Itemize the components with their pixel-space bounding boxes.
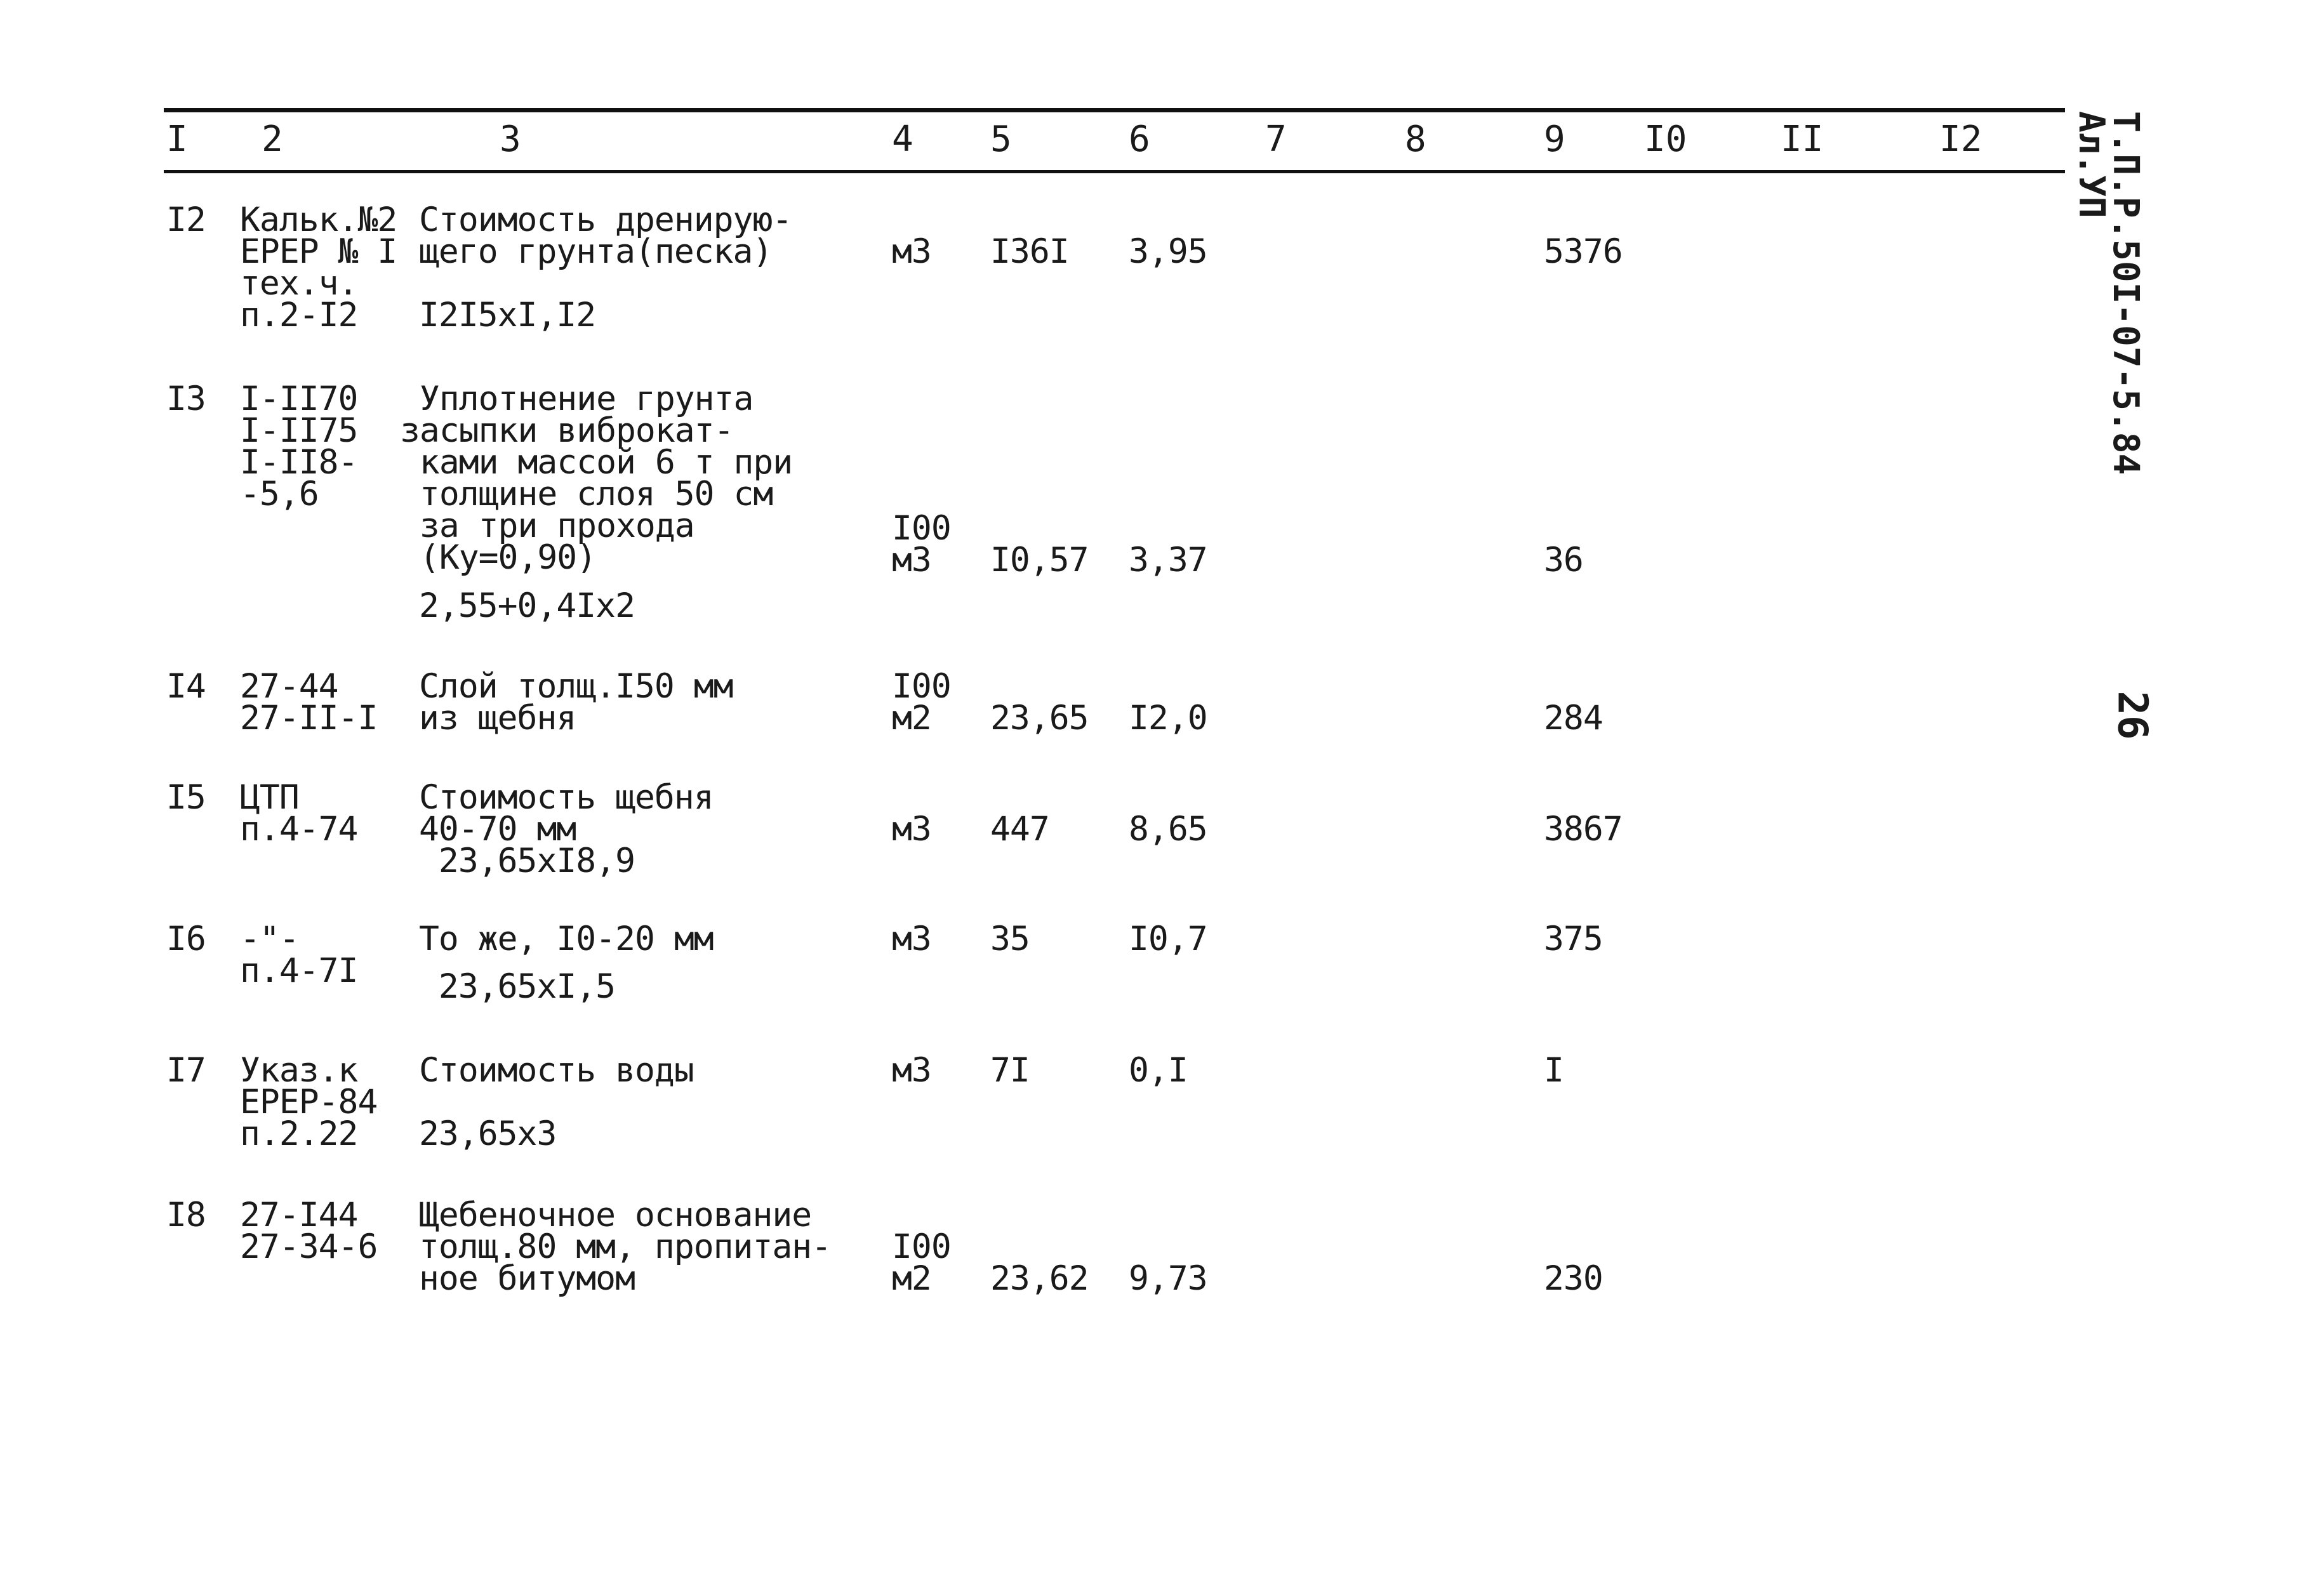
row-total: I [1544, 1051, 1564, 1090]
column-header-9: 9 [1544, 119, 1565, 160]
column-header-4: 4 [892, 119, 913, 160]
column-header-10: I0 [1644, 119, 1687, 160]
row-code: Кальк.№2 ЕРЕР № I тех.ч. п.2-I2 [240, 201, 397, 334]
row-code: I-II70 I-II75 I-II8- -5,6 [240, 380, 358, 513]
row-description: Щебеночное основание толщ.80 мм, пропитан- ное битумом [419, 1196, 832, 1298]
row-description: Слой толщ.I50 мм из щебня [419, 667, 733, 737]
row-total: 5376 [1544, 232, 1623, 271]
document-code [2071, 111, 2146, 475]
row-formula: I2I5xI,I2 [419, 296, 596, 334]
row-number: I2 [166, 201, 206, 239]
row-formula: 23,65x3 [419, 1114, 557, 1153]
row-unit: I00 м2 [892, 1227, 951, 1298]
row-quantity: I36I [990, 232, 1069, 271]
row-quantity: I0,57 [990, 541, 1089, 579]
row-unit-price: I2,0 [1129, 699, 1207, 737]
row-number: I6 [166, 920, 206, 958]
row-formula: 23,65xI,5 [419, 967, 616, 1006]
row-unit: I00 м3 [892, 509, 951, 579]
row-unit: м3 [892, 232, 931, 271]
row-quantity: 23,65 [990, 699, 1089, 737]
column-header-12: I2 [1939, 119, 1982, 160]
row-total: 375 [1544, 920, 1603, 958]
row-unit-price: 9,73 [1129, 1259, 1207, 1298]
row-code: 27-44 27-II-I [240, 667, 378, 737]
column-header-5: 5 [990, 119, 1012, 160]
column-header-2: 2 [262, 119, 283, 160]
document-code-line-1: Т.П.Р.50I-07-5.84 [2105, 111, 2146, 475]
row-code: -"- п.4-7I [240, 920, 358, 990]
row-unit-price: 3,37 [1129, 541, 1207, 579]
row-description: Стоимость дренирую- щего грунта(песка) [419, 201, 792, 271]
row-code: ЦТП п.4-74 [240, 778, 358, 849]
row-unit: м3 [892, 1051, 931, 1090]
row-formula: 2,55+0,4Ix2 [419, 586, 635, 625]
row-description: Стоимость воды [419, 1051, 694, 1090]
row-unit-price: 0,I [1129, 1051, 1188, 1090]
row-quantity: 35 [990, 920, 1030, 958]
row-total: 230 [1544, 1259, 1603, 1298]
row-unit-price: 3,95 [1129, 232, 1207, 271]
row-quantity: 447 [990, 810, 1049, 849]
row-unit: м3 [892, 810, 931, 849]
row-number: I4 [166, 667, 206, 706]
row-total: 36 [1544, 541, 1583, 579]
row-unit-price: I0,7 [1129, 920, 1207, 958]
row-code: 27-I44 27-34-6 [240, 1196, 378, 1266]
row-unit: м3 [892, 920, 931, 958]
row-number: I3 [166, 380, 206, 418]
row-unit: I00 м2 [892, 667, 951, 737]
row-unit-price: 8,65 [1129, 810, 1207, 849]
row-total: 3867 [1544, 810, 1623, 849]
row-quantity: 7I [990, 1051, 1030, 1090]
column-header-7: 7 [1265, 119, 1287, 160]
row-number: I5 [166, 778, 206, 817]
header-rule-bottom [164, 170, 2065, 173]
row-description: Стоимость щебня 40-70 мм 23,65xI8,9 [419, 778, 714, 880]
row-description: То же, I0-20 мм [419, 920, 714, 958]
row-quantity: 23,62 [990, 1259, 1089, 1298]
row-number: I7 [166, 1051, 206, 1090]
column-header-6: 6 [1129, 119, 1150, 160]
row-code: Указ.к ЕРЕР-84 п.2.22 [240, 1051, 378, 1153]
page-number: 26 [2108, 691, 2156, 740]
document-code-line-2: Ал.УП [2071, 111, 2112, 218]
column-header-1: I [166, 119, 188, 160]
column-header-11: II [1781, 119, 1824, 160]
row-description: Уплотнение грунта засыпки виброкат- ками массой 6 т при толщине слоя 50 см за три прохода (Ку=0,90) [400, 380, 793, 577]
column-header-3: 3 [500, 119, 521, 160]
header-rule-top [164, 108, 2065, 112]
column-header-8: 8 [1405, 119, 1426, 160]
row-total: 284 [1544, 699, 1603, 737]
row-number: I8 [166, 1196, 206, 1234]
